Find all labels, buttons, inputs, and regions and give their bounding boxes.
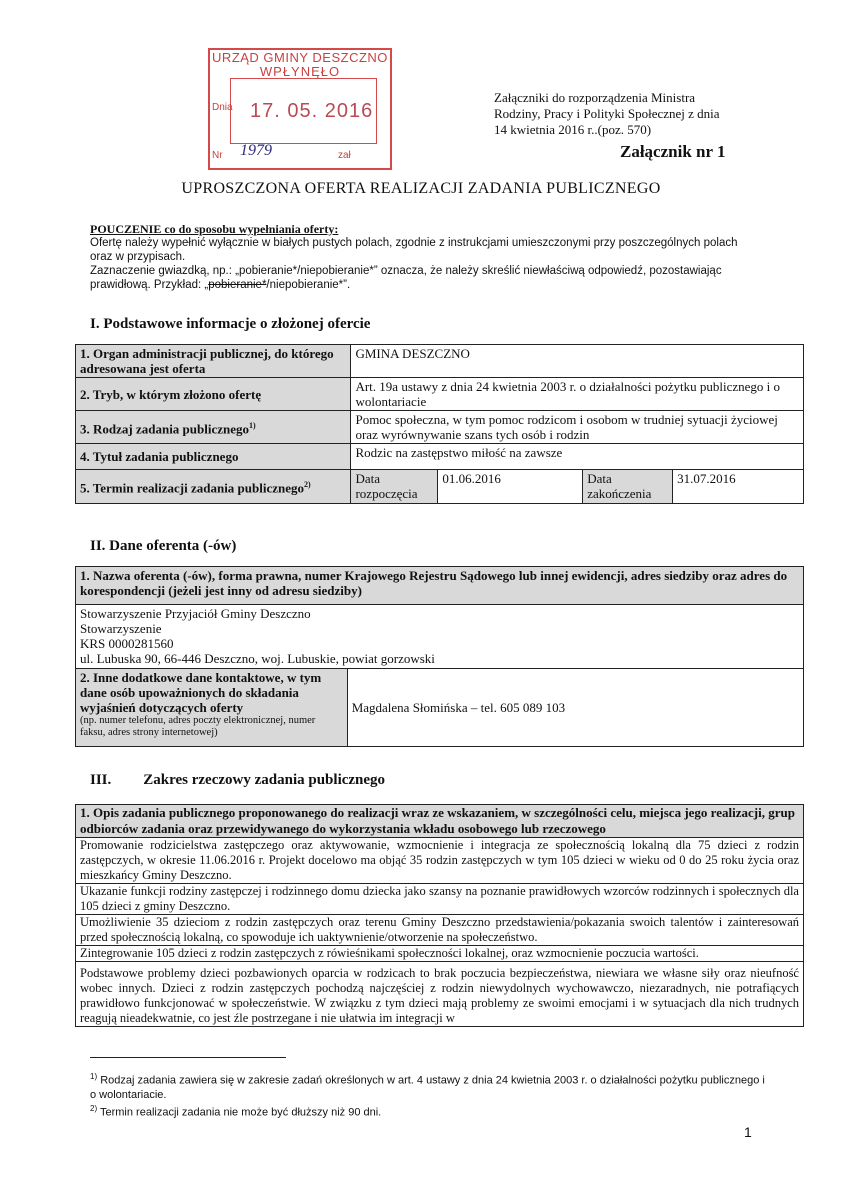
- task-type-value: Pomoc społeczna, w tym pomoc rodzicom i osobom w trudniej sytuacji życiowej oraz wyrównywanie szans tych osób i rodzin: [351, 411, 804, 444]
- received-stamp: [208, 48, 392, 170]
- instructions: [90, 222, 758, 292]
- instructions-line-2-text: Zaznaczenie gwiazdką, np.: „pobieranie*/niepobieranie*” oznacza, że należy skreślić niewłaściwą odpowiedź, pozostawiając prawidłową. Przykład: „: [90, 265, 722, 291]
- problem-description: Podstawowe problemy dzieci pozbawionych oparcia w rodzicach to brak poczucia bezpieczeństwa, niewiara we własne siły oraz nieufność wobec innych. Dzieci z rodzin zastępczych pochodzą najczęściej z rodzin niewydolnych wychowawczo, niezaradnych, nie potrafiących prawidłowo funkcjonować w społeczeństwie. W związku z tym dzieci mają problemy ze swoimi emocjami i w sytuacjach dla nich trudnych reagują nieadekwatnie, co jest źle postrzegane i nie ułatwia im integracji w: [76, 962, 804, 1027]
- footnote-2: [90, 1102, 770, 1120]
- footnote-1-text: Rodzaj zadania zawiera się w zakresie zadań określonych w art. 4 ustawy z dnia 24 kwietnia 2003 r. o działalności pożytku publicznego i o wolontariacie.: [90, 1074, 765, 1101]
- stamp-nr-value: 1979: [240, 142, 272, 159]
- applicant-legal-form: Stowarzyszenie: [80, 621, 162, 636]
- goal-1: Promowanie rodzicielstwa zastępczego oraz aktywowanie, wzmocnienie i integracja ze społecznością lokalną dla 75 dzieci z rodzin zastępczych, w okresie 11.06.2016 r. Projekt docelowo ma objąć 35 rodzin zastępczych w tym 105 dzieci w wieku od 0 do 25 roku życia oraz mieszkańcy Gminy Deszczno.: [76, 838, 804, 884]
- section-1-heading: I. Podstawowe informacje o złożonej ofercie: [90, 316, 371, 332]
- task-type-label-text: 3. Rodzaj zadania publicznego: [80, 421, 250, 437]
- document-title: UPROSZCZONA OFERTA REALIZACJI ZADANIA PUBLICZNEGO: [181, 180, 661, 197]
- term-label: [76, 470, 351, 504]
- goal-2: Ukazanie funkcji rodziny zastępczej i rodzinnego domu dziecka jako szansy na poznanie prawidłowych wzorców rodzinnych i społecznych dla 105 dzieci z gminy Deszczno.: [76, 884, 804, 915]
- mode-label: 2. Tryb, w którym złożono ofertę: [76, 378, 351, 411]
- footnote-separator: [90, 1057, 286, 1058]
- annex-number: Załącznik nr 1: [620, 142, 726, 161]
- contact-label-text: 2. Inne dodatkowe dane kontaktowe, w tym dane osób upoważnionych do składania wyjaśnień dotyczących oferty: [80, 670, 322, 715]
- page-number: 1: [744, 1124, 752, 1140]
- instructions-line-1: Ofertę należy wypełnić wyłącznie w białych pustych polach, zgodnie z instrukcjami umieszczonymi przy poszczególnych polach oraz w przypisach.: [90, 237, 738, 263]
- regulation-reference: Załączniki do rozporządzenia Ministra Rodziny, Pracy i Polityki Społecznej z dnia 14 kwietnia 2016 r..(poz. 570): [494, 90, 720, 137]
- task-description-label: 1. Opis zadania publicznego proponowanego do realizacji wraz ze wskazaniem, w szczególności celu, miejsca jego realizacji, grup odbiorców zadania oraz przewidywanego do wykorzystania wkładu osobowego lub rzeczowego: [76, 805, 804, 838]
- organ-value: GMINA DESZCZNO: [351, 345, 804, 378]
- stamp-dnia-label: Dnia: [212, 102, 233, 113]
- start-date-value: 01.06.2016: [438, 470, 583, 504]
- contact-label: [76, 669, 348, 747]
- footnote-2-text: Termin realizacji zadania nie może być dłuższy niż 90 dni.: [99, 1106, 382, 1119]
- stamp-zal-label: zał: [338, 150, 351, 161]
- footnote-1: [90, 1070, 770, 1102]
- goal-3: Umożliwienie 35 dzieciom z rodzin zastępczych oraz terenu Gminy Deszczno przedstawienia/pokazania swoich talentów i zainteresowań przed społecznością lokalną, co spowoduje ich uaktywnienie/otworzenie na społeczeństwo.: [76, 915, 804, 946]
- section-3-title: Zakres rzeczowy zadania publicznego: [143, 772, 386, 788]
- footnote-2-mark: 2): [90, 1103, 98, 1113]
- applicant-table: [75, 566, 804, 747]
- stamp-nr-label: Nr: [212, 150, 223, 161]
- applicant-krs: KRS 0000281560: [80, 636, 174, 651]
- section-2-heading: II. Dane oferenta (-ów): [90, 538, 237, 554]
- section-3-heading: [90, 772, 385, 789]
- start-date-label: Data rozpoczęcia: [351, 470, 438, 504]
- basic-info-table: [75, 344, 804, 504]
- task-scope-table: [75, 804, 804, 1027]
- stamp-office-name: URZĄD GMINY DESZCZNO: [212, 50, 388, 65]
- applicant-details: [76, 605, 804, 669]
- end-date-label: Data zakończenia: [583, 470, 673, 504]
- task-title-label: 4. Tytuł zadania publicznego: [76, 444, 351, 470]
- footnotes: [90, 1070, 770, 1119]
- goal-4: Zintegrowanie 105 dzieci z rodzin zastępczych z rówieśnikami społeczności lokalnej, oraz wzmocnienie poczucia wartości.: [76, 946, 804, 962]
- organ-label: 1. Organ administracji publicznej, do którego adresowana jest oferta: [76, 345, 351, 378]
- task-type-label: [76, 411, 351, 444]
- footnote-2-ref: 2): [304, 480, 311, 490]
- contact-value: Magdalena Słomińska – tel. 605 089 103: [347, 669, 803, 747]
- section-3-number: III.: [90, 772, 112, 788]
- applicant-address: ul. Lubuska 90, 66-446 Deszczno, woj. Lubuskie, powiat gorzowski: [80, 651, 435, 666]
- instructions-strike-example: pobieranie*: [208, 279, 267, 291]
- applicant-name: Stowarzyszenie Przyjaciół Gminy Deszczno: [80, 606, 311, 621]
- instructions-heading: POUCZENIE co do sposobu wypełniania oferty:: [90, 222, 339, 236]
- footnote-1-ref: 1): [249, 420, 256, 430]
- mode-value: Art. 19a ustawy z dnia 24 kwietnia 2003 r. o działalności pożytku publicznego i o wolontariacie: [351, 378, 804, 411]
- instructions-line-2: [90, 264, 758, 292]
- instructions-line-2-end: /niepobieranie*”.: [266, 279, 351, 291]
- stamp-received-label: WPŁYNĘŁO: [259, 64, 341, 79]
- term-label-text: 5. Termin realizacji zadania publicznego: [80, 480, 305, 496]
- contact-label-note: (np. numer telefonu, adres poczty elektronicznej, numer faksu, adres strony internetowej): [80, 715, 316, 738]
- task-title-value: Rodzic na zastępstwo miłość na zawsze: [351, 444, 804, 470]
- stamp-date: 17. 05. 2016: [250, 100, 374, 122]
- footnote-1-mark: 1): [90, 1072, 98, 1081]
- end-date-value: 31.07.2016: [673, 470, 804, 504]
- applicant-name-label: 1. Nazwa oferenta (-ów), forma prawna, numer Krajowego Rejestru Sądowego lub innej ewidencji, adres siedziby oraz adres do korespondencji (jeżeli jest inny od adresu siedziby): [76, 567, 804, 605]
